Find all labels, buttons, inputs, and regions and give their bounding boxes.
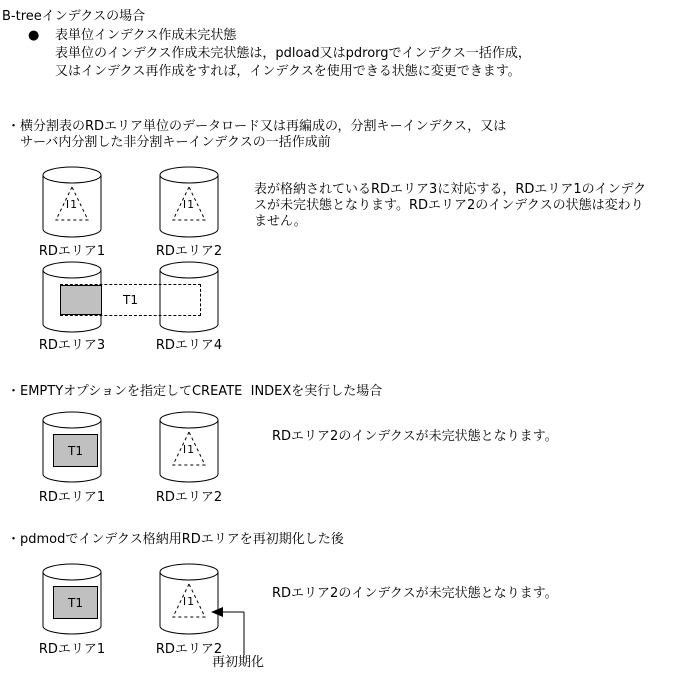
section1-caption-line2: スが未完状態となります。RDエリア2のインデクスの状態は変わり (254, 198, 644, 213)
rdarea1-label: RDエリア1 (38, 490, 106, 505)
index-label: I1 (182, 198, 196, 211)
section3-rdarea1-cylinder (42, 563, 102, 636)
section1-heading-line2: サーバ内分割した非分割キーインデクスの一括作成前 (20, 135, 331, 150)
table-loaded-rect (60, 285, 102, 315)
index-label: I1 (182, 595, 196, 608)
intro-line-1: 表単位のインデクス作成未完状態は，pdload又はpdrorgでインデクス一括作成， (55, 46, 531, 61)
page-title: B-treeインデクスの場合 (2, 9, 146, 24)
rdarea1-cylinder (42, 166, 102, 239)
section3-caption: RDエリア2のインデクスが未完状態となります。 (272, 586, 558, 601)
rdarea2-label: RDエリア2 (155, 642, 223, 657)
bullet-icon: ● (28, 28, 40, 43)
table-label: T1 (68, 443, 83, 458)
rdarea2-label: RDエリア2 (155, 244, 223, 259)
index-label: I1 (65, 198, 79, 211)
table-label: T1 (123, 293, 138, 307)
section1-caption-line1: 表が格納されているRDエリア3に対応する，RDエリア1のインデク (254, 182, 647, 197)
table-span-dashed-rect (60, 284, 201, 316)
section2-heading: ・EMPTYオプションを指定してCREATE INDEXを実行した場合 (7, 384, 383, 399)
section1-heading-line1: ・横分割表のRDエリア単位のデータロード又は再編成の，分割キーインデクス，又は (7, 119, 507, 134)
section3-heading: ・pdmodでインデクス格納用RDエリアを再初期化した後 (7, 532, 344, 547)
rdarea1-label: RDエリア1 (38, 244, 106, 259)
reinit-label: 再初期化 (212, 655, 265, 670)
table-rect (53, 434, 98, 467)
index-label: I1 (182, 443, 196, 456)
section1-caption-line3: ません。 (254, 214, 307, 229)
rdarea3-label: RDエリア3 (38, 338, 106, 353)
table-label: T1 (68, 595, 83, 610)
section2-rdarea2-cylinder (159, 411, 219, 484)
bullet-heading: 表単位インデクス作成未完状態 (55, 28, 237, 43)
table-rect (53, 586, 98, 619)
section2-rdarea1-cylinder (42, 411, 102, 484)
intro-line-2: 又はインデクス再作成をすれば，インデクスを使用できる状態に変更できます。 (55, 64, 521, 79)
section2-caption: RDエリア2のインデクスが未完状態となります。 (272, 429, 558, 444)
rdarea2-cylinder (159, 166, 219, 239)
rdarea4-label: RDエリア4 (155, 338, 223, 353)
rdarea2-label: RDエリア2 (155, 490, 223, 505)
rdarea1-label: RDエリア1 (38, 642, 106, 657)
